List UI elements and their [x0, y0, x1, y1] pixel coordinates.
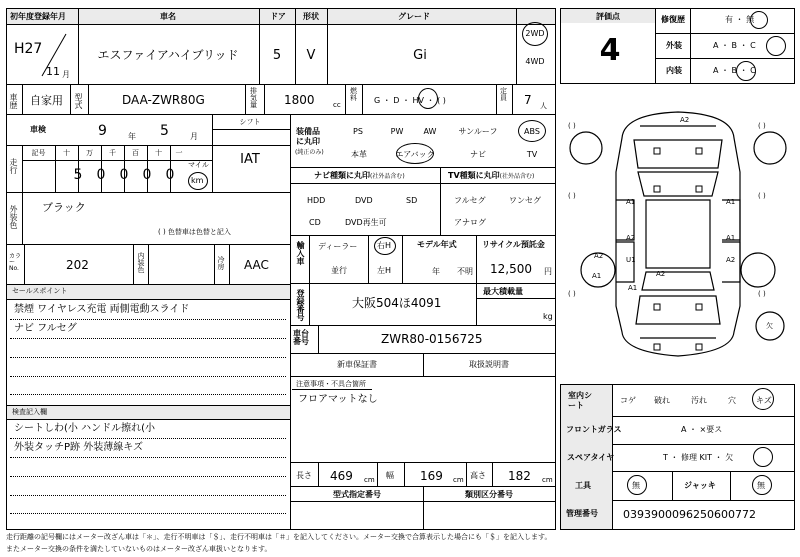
jack-value: 無 — [757, 481, 765, 490]
mgmt-value: 0393900096250600772 — [623, 508, 756, 521]
displacement-unit: cc — [333, 101, 341, 109]
mileage-col-label: 百 — [132, 149, 139, 157]
damage-mark: A1 — [628, 284, 638, 292]
mileage-col-divider — [55, 145, 56, 192]
svg-text:( ): ( ) — [568, 290, 576, 298]
right-hand: 右H — [377, 241, 392, 250]
equip-sunroof: サンルーフ — [458, 127, 498, 136]
spare-tire-value: T ・ 修理 KIT ・ 欠 — [663, 453, 734, 462]
length-unit: cm — [364, 476, 375, 484]
damage-mark: A1 — [726, 234, 736, 242]
mileage-col-label: 千 — [109, 149, 116, 157]
import-dealer: ディーラー — [318, 242, 358, 251]
model-year-label: モデル年式 — [417, 240, 457, 249]
height-value: 182 — [508, 469, 531, 483]
header-door: ドア — [270, 12, 286, 21]
equip-tv: TV — [526, 150, 538, 159]
svg-text:( ): ( ) — [758, 122, 766, 130]
fuel-hv-circle — [418, 88, 438, 109]
tv-type-title: TV種類に丸印(社外品含む) — [448, 171, 535, 180]
class-no-label: 類別区分番号 — [465, 490, 513, 499]
equip-abs: ABS — [524, 127, 540, 136]
damage-mark: U1 — [626, 256, 636, 264]
inspection-month-unit: 月 — [190, 132, 198, 141]
seat-ana: 穴 — [728, 396, 736, 405]
sales-point-line1: 禁煙 ワイヤレス充電 両側電動スライド — [14, 304, 190, 315]
jack-none-circle — [752, 475, 772, 495]
equip-pw: PW — [390, 127, 404, 136]
mileage-col-label: 十 — [155, 149, 162, 157]
interior-options: A ・ B ・ C — [713, 66, 756, 75]
width-label: 幅 — [386, 471, 394, 480]
import-parallel: 並行 — [331, 266, 347, 275]
mileage-col-label: 記号 — [31, 149, 46, 157]
equip-aw: AW — [423, 127, 437, 136]
damage-mark: A2 — [626, 234, 636, 242]
mileage-col-label: 十 — [63, 149, 70, 157]
notes-value: フロアマットなし — [298, 394, 378, 405]
navi-sd: SD — [406, 196, 418, 205]
mileage-digit: 0 — [119, 167, 129, 183]
recycle-unit: 円 — [544, 267, 552, 276]
exterior-color-value: ブラック — [42, 201, 86, 214]
inspector-label: 検査記入欄 — [12, 408, 47, 416]
tv-analog: アナログ — [454, 218, 486, 227]
body-shape: V — [306, 48, 316, 63]
km-unit: km — [191, 176, 204, 185]
sales-point-line2: ナビ フルセグ — [14, 323, 77, 334]
fuel-options: G ・ D ・ HV ・ ( ) — [374, 96, 446, 105]
recycle-label: リサイクル預託金 — [482, 240, 545, 249]
windshield-label: フロントガラス — [566, 425, 622, 434]
seat-yabure: 破れ — [654, 396, 670, 405]
fuel-label: 燃料 — [350, 87, 357, 102]
damage-mark: A2 — [680, 116, 690, 124]
interior-label: 内装 — [666, 66, 682, 75]
inspection-year: 9 — [98, 123, 107, 139]
svg-text:( ): ( ) — [568, 122, 576, 130]
length-value: 469 — [330, 469, 353, 483]
new-car-warranty: 新車保証書 — [337, 360, 377, 369]
height-unit: cm — [542, 476, 553, 484]
score-value: 4 — [599, 33, 621, 68]
header-year: 初年度登録年月 — [10, 12, 66, 21]
owner-manual: 取扱説明書 — [469, 360, 509, 369]
chassis-value: ZWR80-0156725 — [381, 332, 483, 346]
inspection-month: 5 — [160, 123, 169, 139]
repair-label: 修復歴 — [661, 15, 685, 24]
capacity-label: 定員 — [500, 87, 507, 102]
notes-label: 注意事項・不具合箇所 — [296, 380, 366, 388]
inspector-line2: 外装タッチP跡 外装薄線キズ — [14, 442, 144, 453]
displacement-label: 排気量 — [250, 87, 257, 109]
equip-leather: 本革 — [351, 150, 367, 159]
mileage-col-label: 万 — [86, 149, 93, 157]
max-load-label: 最大積載量 — [483, 287, 523, 296]
navi-type-title: ナビ種類に丸印(社外品含む) — [314, 171, 405, 180]
navi-dvd: DVD — [355, 196, 373, 205]
interior-b-circle — [736, 61, 756, 81]
seat-yogore: 汚れ — [691, 396, 707, 405]
repair-options: 有 ・ 無 — [725, 15, 755, 24]
header-grade: グレード — [398, 12, 430, 21]
inspection-label: 車検 — [30, 125, 46, 134]
header-name: 車名 — [160, 12, 176, 21]
type-cert-label: 型式指定番号 — [333, 490, 381, 499]
tv-fullseg: フルセグ — [454, 196, 486, 205]
tools-none-circle — [627, 475, 647, 495]
repair-none-circle — [750, 11, 768, 29]
month-unit: 月 — [62, 70, 70, 79]
footer-note-1: 走行距離の記号欄にはメーター改ざん車は「＊」、走行不明車は「＄」、走行不明車は「＃」を記入してください。メーター交換で合算表示した場合にも「＄」を記入します。 — [6, 533, 552, 541]
seat-koge: コゲ — [620, 396, 636, 405]
interior-color-label: 内装色 — [137, 252, 145, 273]
color-change-note: ( ) 色替車は色替と記入 — [158, 228, 231, 236]
damage-mark: A2 — [594, 252, 604, 260]
color-no-value: 202 — [66, 258, 89, 272]
mileage-digit: 0 — [96, 167, 106, 183]
svg-text:( ): ( ) — [758, 290, 766, 298]
tools-label: 工具 — [575, 481, 591, 490]
equipment-sublabel: (純正のみ) — [295, 149, 324, 156]
left-hand: 左H — [377, 266, 392, 275]
mileage-col-divider — [22, 145, 23, 192]
exterior-options: A ・ B ・ C — [713, 41, 756, 50]
mileage-digit: 0 — [165, 167, 175, 183]
mile-unit: マイル — [188, 161, 209, 169]
svg-text:( ): ( ) — [568, 192, 576, 200]
cooling-label: 冷房 — [217, 256, 225, 270]
width-unit: cm — [453, 476, 464, 484]
tools-value: 無 — [632, 481, 640, 490]
navi-cd: CD — [309, 218, 321, 227]
damage-mark: A1 — [726, 198, 736, 206]
model-year-year: 年 — [432, 267, 440, 276]
svg-text:( ): ( ) — [758, 192, 766, 200]
width-value: 169 — [420, 469, 443, 483]
exterior-c-circle — [766, 36, 786, 56]
drive-4wd: 4WD — [525, 57, 545, 66]
seat-label: 室内シート — [568, 391, 592, 411]
inspector-line1: シートしわ(小 ハンドル擦れ(小 — [14, 423, 155, 434]
mileage-col-label: 一 — [175, 149, 183, 157]
footer-note-2: またメーター交換の条件を満たしていないものはメーター改ざん車扱いとなります。 — [6, 545, 272, 553]
airbag-circle — [396, 143, 434, 164]
damage-mark: A2 — [656, 270, 666, 278]
chassis-label: 車台番号 — [293, 329, 309, 346]
displacement-value: 1800 — [284, 93, 315, 107]
model-value: DAA-ZWR80G — [122, 93, 205, 107]
length-label: 長さ — [296, 471, 312, 480]
mileage-label: 走行 — [9, 158, 18, 174]
seat-kizu: キズ — [756, 396, 772, 405]
car-history-value: 自家用 — [30, 94, 63, 107]
recycle-value: 12,500 — [490, 262, 532, 276]
cooling-value: AAC — [244, 258, 269, 272]
color-no-label: カラーNo. — [9, 253, 22, 272]
navi-hdd: HDD — [307, 196, 326, 205]
first-reg-month: 11 — [46, 65, 60, 78]
model-label: 型式 — [74, 93, 83, 109]
inspection-year-unit: 年 — [128, 132, 136, 141]
windshield-value: A ・ ×要ス — [681, 425, 723, 434]
equip-navi: ナビ — [470, 150, 486, 159]
max-load-unit: kg — [543, 312, 553, 321]
shift-label: シフト — [239, 118, 261, 126]
shift-value: IAT — [240, 152, 260, 167]
damage-mark: 欠 — [766, 322, 773, 330]
import-label: 輸入車 — [296, 241, 305, 265]
car-damage-diagram — [562, 100, 794, 382]
navi-dvd-play: DVD再生可 — [345, 218, 387, 227]
reg-value: 大阪504ほ4091 — [352, 296, 442, 310]
capacity-value: 7 — [524, 93, 532, 107]
spare-tire-label: スペアタイヤ — [567, 453, 615, 462]
car-name: エスファイアハイブリッド — [97, 48, 239, 62]
grade-value: Gi — [413, 48, 427, 63]
spare-none-circle — [753, 447, 773, 467]
door-count: 5 — [272, 48, 282, 63]
damage-mark: A1 — [626, 198, 636, 206]
score-label: 評価点 — [596, 12, 620, 21]
capacity-unit: 人 — [540, 102, 547, 110]
car-history-label: 車歴 — [9, 93, 18, 109]
damage-mark: A2 — [726, 256, 736, 264]
height-label: 高さ — [470, 471, 486, 480]
mileage-digit: 5 — [73, 167, 83, 183]
mileage-digit: 0 — [142, 167, 152, 183]
model-year-unknown: 不明 — [457, 267, 473, 276]
header-shape: 形状 — [303, 12, 319, 21]
mgmt-label: 管理番号 — [566, 509, 598, 518]
exterior-label: 外装 — [666, 41, 682, 50]
drive-2wd: 2WD — [525, 29, 545, 38]
reg-label: 登録番号 — [296, 289, 305, 321]
equip-airbag: エアバック — [395, 150, 435, 159]
equipment-label: 装備品に丸印 — [296, 127, 320, 146]
first-reg-year: H27 — [14, 41, 43, 57]
sales-point-label: セールスポイント — [12, 287, 68, 295]
exterior-color-label: 外装色 — [9, 205, 18, 229]
equip-ps: PS — [353, 127, 363, 136]
tv-oneseg: ワンセグ — [509, 196, 541, 205]
jack-label: ジャッキ — [684, 481, 716, 490]
damage-mark: A1 — [592, 272, 602, 280]
